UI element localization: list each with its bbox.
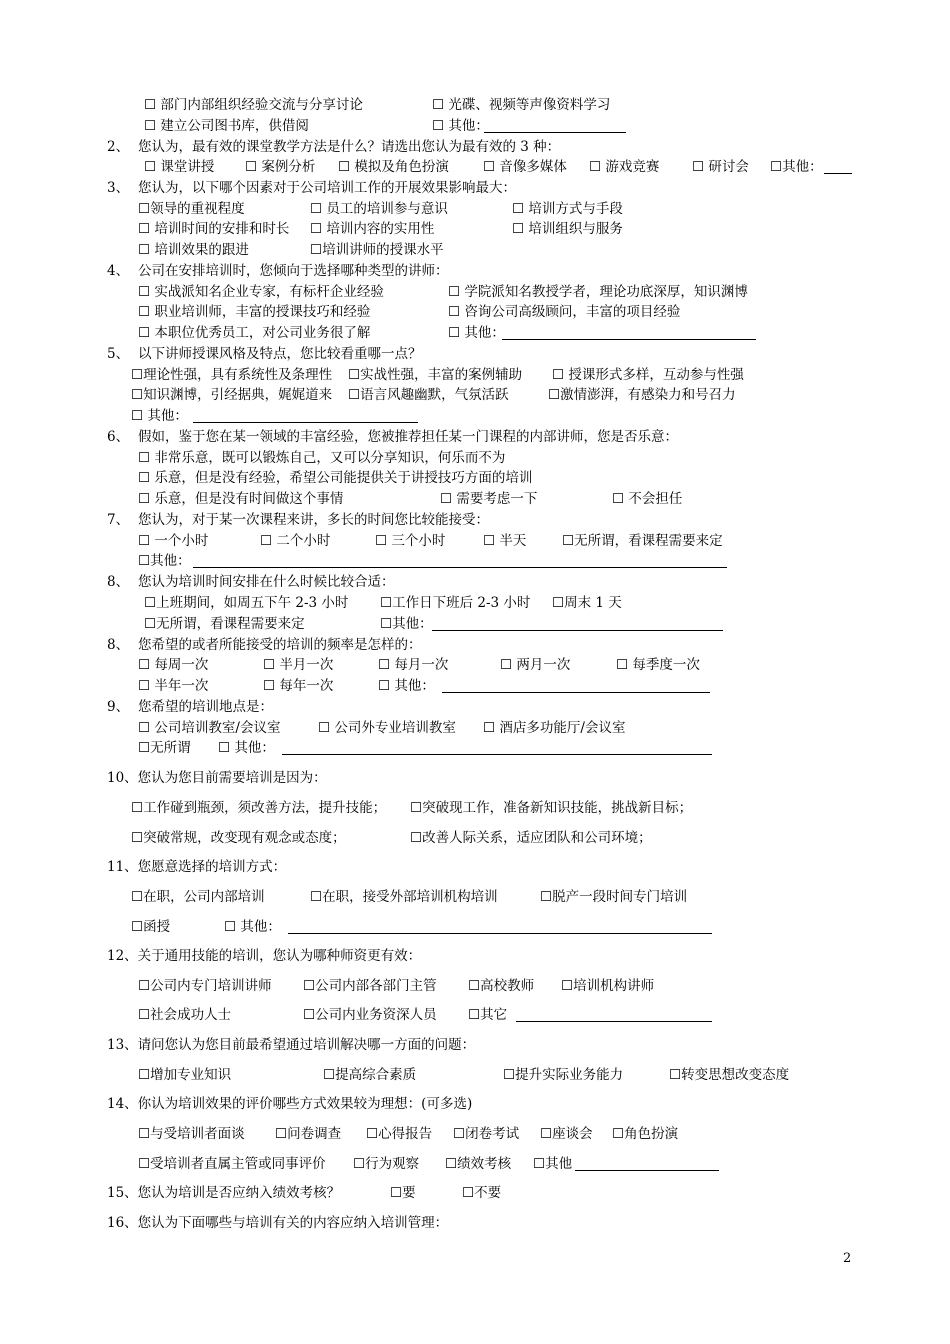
fill-in-blank[interactable] [193,553,727,568]
checkbox-option[interactable]: ☐ 学院派知名教授学者，理论功底深厚，知识渊博 [448,284,748,300]
checkbox-option[interactable]: ☐ 培训内容的实用性 [310,221,435,237]
checkbox-option[interactable]: ☐ 两月一次 [500,657,571,673]
question-text: 假如，鉴于您在某一领域的丰富经验，您被推荐担任某一门课程的内部讲师，您是否乐意： [138,429,678,445]
fill-in-blank[interactable] [442,678,710,693]
checkbox-option[interactable]: ☐绩效考核 [445,1156,512,1172]
checkbox-option[interactable]: ☐要 [390,1185,416,1201]
fill-in-blank[interactable] [824,159,852,174]
question-text: 10、您认为您目前需要培训是因为： [107,770,327,786]
question-text: 5、 [107,346,130,362]
checkbox-option[interactable]: ☐ 案例分析 [245,159,316,175]
checkbox-option[interactable]: ☐领导的重视程度 [138,201,245,217]
checkbox-option[interactable]: ☐问卷调查 [275,1126,342,1142]
question-text: 您希望的培训地点是： [138,699,273,715]
question-text: 14、你认为培训效果的评价哪些方式效果较为理想：(可多选) [107,1096,473,1112]
checkbox-option[interactable]: ☐ 三个小时 [375,533,446,549]
checkbox-option[interactable]: ☐工作日下班后 2-3 小时 [380,595,531,611]
checkbox-option[interactable]: ☐突破现工作，准备新知识技能，挑战新目标； [410,800,693,816]
checkbox-option[interactable]: ☐座谈会 [540,1126,593,1142]
checkbox-option[interactable]: ☐ 授课形式多样，互动参与性强 [552,367,744,383]
fill-in-blank[interactable] [282,740,712,755]
checkbox-option[interactable]: ☐ 部门内部组织经验交流与分享讨论 [144,97,363,113]
checkbox-option[interactable]: ☐函授 [131,919,171,935]
page-number: 2 [843,1251,852,1266]
question-text: 您认为，最有效的课堂教学方法是什么？请选出您认为最有效的 3 种： [138,139,561,155]
checkbox-option[interactable]: ☐ 培训效果的跟进 [138,242,249,258]
checkbox-option[interactable]: ☐ 其他： [224,919,281,935]
checkbox-option[interactable]: ☐其他 [533,1156,573,1172]
checkbox-option[interactable]: ☐无所谓，看课程需要来定 [144,616,305,632]
fill-in-blank[interactable] [575,1156,719,1171]
checkbox-option[interactable]: ☐ 其他： [432,118,489,134]
checkbox-option[interactable]: ☐工作碰到瓶颈，须改善方法，提升技能； [131,800,387,816]
question-text: 公司在安排培训时，您倾向于选择哪种类型的讲师： [138,263,449,279]
checkbox-option[interactable]: ☐转变思想改变态度 [669,1067,790,1083]
fill-in-blank[interactable] [193,408,418,423]
checkbox-option[interactable]: ☐ 每月一次 [378,657,449,673]
checkbox-option[interactable]: ☐受培训者直属主管或同事评价 [138,1156,326,1172]
checkbox-option[interactable]: ☐角色扮演 [612,1126,679,1142]
checkbox-option[interactable]: ☐公司内业务资深人员 [303,1007,437,1023]
checkbox-option[interactable]: ☐不要 [462,1185,502,1201]
checkbox-option[interactable]: ☐ 公司外专业培训教室 [318,720,456,736]
checkbox-option[interactable]: ☐增加专业知识 [138,1067,232,1083]
checkbox-option[interactable]: ☐ 其他： [378,678,435,694]
question-text: 4、 [107,263,130,279]
question-text: 12、关于通用技能的培训，您认为哪种师资更有效： [107,948,422,964]
checkbox-option[interactable]: ☐ 音像多媒体 [483,159,567,175]
checkbox-option[interactable]: ☐知识渊博，引经据典，娓娓道来 [131,387,333,403]
checkbox-option[interactable]: ☐培训机构讲师 [561,978,655,994]
checkbox-option[interactable]: ☐上班期间，如周五下午 2-3 小时 [144,595,349,611]
question-text: 16、您认为下面哪些与培训有关的内容应纳入培训管理： [107,1215,449,1231]
checkbox-option[interactable]: ☐语言风趣幽默，气氛活跃 [348,387,509,403]
checkbox-option[interactable]: ☐其他： [380,616,433,632]
question-text: 9、 [107,699,130,715]
checkbox-option[interactable]: ☐社会成功人士 [138,1007,232,1023]
question-text: 13、请问您认为您目前最希望通过培训解决哪一方面的问题： [107,1037,476,1053]
checkbox-option[interactable]: ☐公司内部各部门主管 [303,978,437,994]
fill-in-blank[interactable] [432,616,723,631]
checkbox-option[interactable]: ☐突破常规，改变现有观念或态度； [131,830,346,846]
checkbox-option[interactable]: ☐ 其他： [218,740,275,756]
checkbox-option[interactable]: ☐脱产一段时间专门培训 [540,889,688,905]
question-text: 11、您愿意选择的培训方式： [107,859,287,875]
checkbox-option[interactable]: ☐ 游戏竞赛 [589,159,660,175]
checkbox-option[interactable]: ☐在职，公司内部培训 [131,889,265,905]
question-text: 您认为，以下哪个因素对于公司培训工作的开展效果影响最大： [138,180,516,196]
question-text: 您认为培训时间安排在什么时候比较合适： [138,574,395,590]
checkbox-option[interactable]: ☐行为观察 [353,1156,420,1172]
checkbox-option[interactable]: ☐ 职业培训师，丰富的授课技巧和经验 [138,304,371,320]
checkbox-option[interactable]: ☐ 需要考虑一下 [440,491,538,507]
checkbox-option[interactable]: ☐ 培训时间的安排和时长 [138,221,290,237]
checkbox-option[interactable]: ☐ 乐意，但是没有时间做这个事情 [138,491,344,507]
checkbox-option[interactable]: ☐闭卷考试 [453,1126,520,1142]
checkbox-option[interactable]: ☐ 培训组织与服务 [512,221,623,237]
checkbox-option[interactable]: ☐ 非常乐意，既可以锻炼自己，又可以分享知识，何乐而不为 [138,450,506,466]
checkbox-option[interactable]: ☐ 半年一次 [138,678,209,694]
checkbox-option[interactable]: ☐ 员工的培训参与意识 [310,201,448,217]
checkbox-option[interactable]: ☐ 半月一次 [263,657,334,673]
checkbox-option[interactable]: ☐培训讲师的授课水平 [310,242,444,258]
fill-in-blank[interactable] [502,325,756,340]
fill-in-blank[interactable] [288,919,712,934]
checkbox-option[interactable]: ☐实战性强，丰富的案例辅助 [348,367,523,383]
checkbox-option[interactable]: ☐ 不会担任 [612,491,683,507]
checkbox-option[interactable]: ☐ 研讨会 [692,159,749,175]
checkbox-option[interactable]: ☐ 每周一次 [138,657,209,673]
checkbox-option[interactable]: ☐无所谓 [138,740,191,756]
checkbox-option[interactable]: ☐高校教师 [468,978,535,994]
question-text: 7、 [107,512,130,528]
question-text: 您认为，对于某一次课程来讲，多长的时间您比较能接受： [138,512,489,528]
checkbox-option[interactable]: ☐在职，接受外部培训机构培训 [310,889,498,905]
checkbox-option[interactable]: ☐ 咨询公司高级顾问，丰富的项目经验 [448,304,681,320]
checkbox-option[interactable]: ☐ 实战派知名企业专家，有标杆企业经验 [138,284,384,300]
fill-in-blank[interactable] [516,1007,712,1022]
checkbox-option[interactable]: ☐其他： [770,159,823,175]
checkbox-option[interactable]: ☐公司内专门培训讲师 [138,978,272,994]
checkbox-option[interactable]: ☐激情澎湃，有感染力和号召力 [548,387,736,403]
checkbox-option[interactable]: ☐周末 1 天 [552,595,622,611]
checkbox-option[interactable]: ☐ 二个小时 [260,533,331,549]
checkbox-option[interactable]: ☐ 课堂讲授 [144,159,215,175]
question-text: 您希望的或者所能接受的培训的频率是怎样的： [138,637,422,653]
checkbox-option[interactable]: ☐其它 [468,1007,508,1023]
question-text: 3、 [107,180,130,196]
checkbox-option[interactable]: ☐提升实际业务能力 [503,1067,624,1083]
question-text: 8、 [107,574,130,590]
checkbox-option[interactable]: ☐ 培训方式与手段 [512,201,623,217]
checkbox-option[interactable]: ☐与受培训者面谈 [138,1126,245,1142]
checkbox-option[interactable]: ☐ 其他： [448,325,505,341]
checkbox-option[interactable]: ☐ 公司培训教室/会议室 [138,720,281,736]
checkbox-option[interactable]: ☐ 乐意，但是没有经验，希望公司能提供关于讲授技巧方面的培训 [138,470,533,486]
checkbox-option[interactable]: ☐ 半天 [483,533,527,549]
checkbox-option[interactable]: ☐ 每季度一次 [616,657,700,673]
checkbox-option[interactable]: ☐无所谓，看课程需要来定 [562,533,723,549]
question-text: 6、 [107,429,130,445]
checkbox-option[interactable]: ☐其他： [138,553,191,569]
question-text: 8、 [107,637,130,653]
checkbox-option[interactable]: ☐提高综合素质 [323,1067,417,1083]
checkbox-option[interactable]: ☐ 本职位优秀员工，对公司业务很了解 [138,325,371,341]
checkbox-option[interactable]: ☐理论性强，具有系统性及条理性 [131,367,333,383]
question-text: 2、 [107,139,130,155]
checkbox-option[interactable]: ☐ 其他： [131,408,188,424]
checkbox-option[interactable]: ☐ 模拟及角色扮演 [338,159,449,175]
checkbox-option[interactable]: ☐改善人际关系，适应团队和公司环境； [410,830,652,846]
checkbox-option[interactable]: ☐ 每年一次 [263,678,334,694]
checkbox-option[interactable]: ☐ 建立公司图书库，供借阅 [144,118,309,134]
checkbox-option[interactable]: ☐ 光碟、视频等声像资料学习 [432,97,611,113]
question-text: 以下讲师授课风格及特点，您比较看重哪一点？ [138,346,422,362]
checkbox-option[interactable]: ☐ 酒店多功能厅/会议室 [483,720,626,736]
fill-in-blank[interactable] [484,118,626,133]
checkbox-option[interactable]: ☐心得报告 [366,1126,433,1142]
question-text: 15、您认为培训是否应纳入绩效考核？ [107,1185,341,1201]
checkbox-option[interactable]: ☐ 一个小时 [138,533,209,549]
